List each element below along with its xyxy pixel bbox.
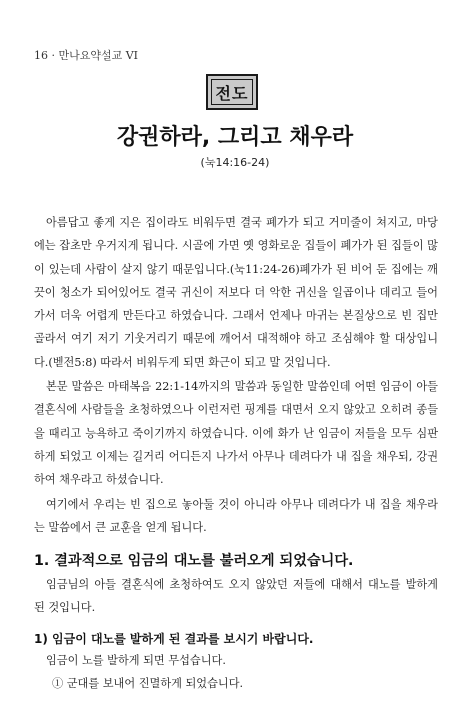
body-line-2: ① 군대를 보내어 진멸하게 되었습니다. [52,677,244,690]
sermon-title: 강권하라, 그리고 채우라 [116,125,354,150]
section-badge [206,74,258,110]
running-head: 16 · 만나요약설교 VI [34,49,139,62]
section-heading-1: 1. 결과적으로 임금의 대노를 불러오게 되었습니다. [34,553,354,569]
subsection-heading-1: 1) 임금이 대노를 발하게 된 결과를 보시기 바랍니다. [34,632,314,646]
paragraph-2: 본문 말씀은 마태복음 22:1-14까지의 말씀과 동일한 말씀인데 어떤 임금이 아들 결혼식에 사람들을 초청하였으나 이런저런 핑계를 대면서 오지 않았고 오히려 종들을 때리고 능욕하고 죽이기까지 하였습니다. 이에 화가 난 임금이 저들을 모두 심판하게 되었고 이제는 길거리 어디든지 나가서 아무나 데려다가 내 집을 채우되, 강권하여 채우라고 하셨습니다. [34,380,438,487]
section-badge-label: 전도 [215,83,249,103]
scripture-reference: (눅14:16-24) [200,156,270,169]
body-line-1: 임금이 노를 발하게 되면 무섭습니다. [46,654,226,667]
paragraph-3: 여기에서 우리는 빈 집으로 놓아둘 것이 아니라 아무나 데려다가 내 집을 채우라는 말씀에서 큰 교훈을 얻게 됩니다. [34,498,438,535]
paragraph-4: 임금님의 아들 결혼식에 초청하여도 오지 않았던 저들에 대해서 대노를 발하게 된 것입니다. [34,578,438,615]
paragraph-1: 아름답고 좋게 지은 집이라도 비워두면 결국 폐가가 되고 거미줄이 쳐지고, 마당에는 잡초만 우거지게 됩니다. 시골에 가면 옛 영화로운 집들이 폐가가 된 집들이 많이 있는데 사람이 살지 않기 때문입니다.(눅11:24-26)폐가가 된 비어 둔 집에는 깨끗이 청소가 되어있어도 결국 귀신이 저보다 더 악한 귀신을 일곱이나 데리고 들어가서 더욱 어렵게 만든다고 하였습니다. 그래서 언제나 마귀는 본질상으로 빈 집만 골라서 여기 저기 기웃거리기 때문에 깨어서 대적해야 하고 조심해야 할 대상입니다.(벧전5:8) 따라서 비워두게 되면 화근이 되고 말 것입니다. [34,216,438,369]
